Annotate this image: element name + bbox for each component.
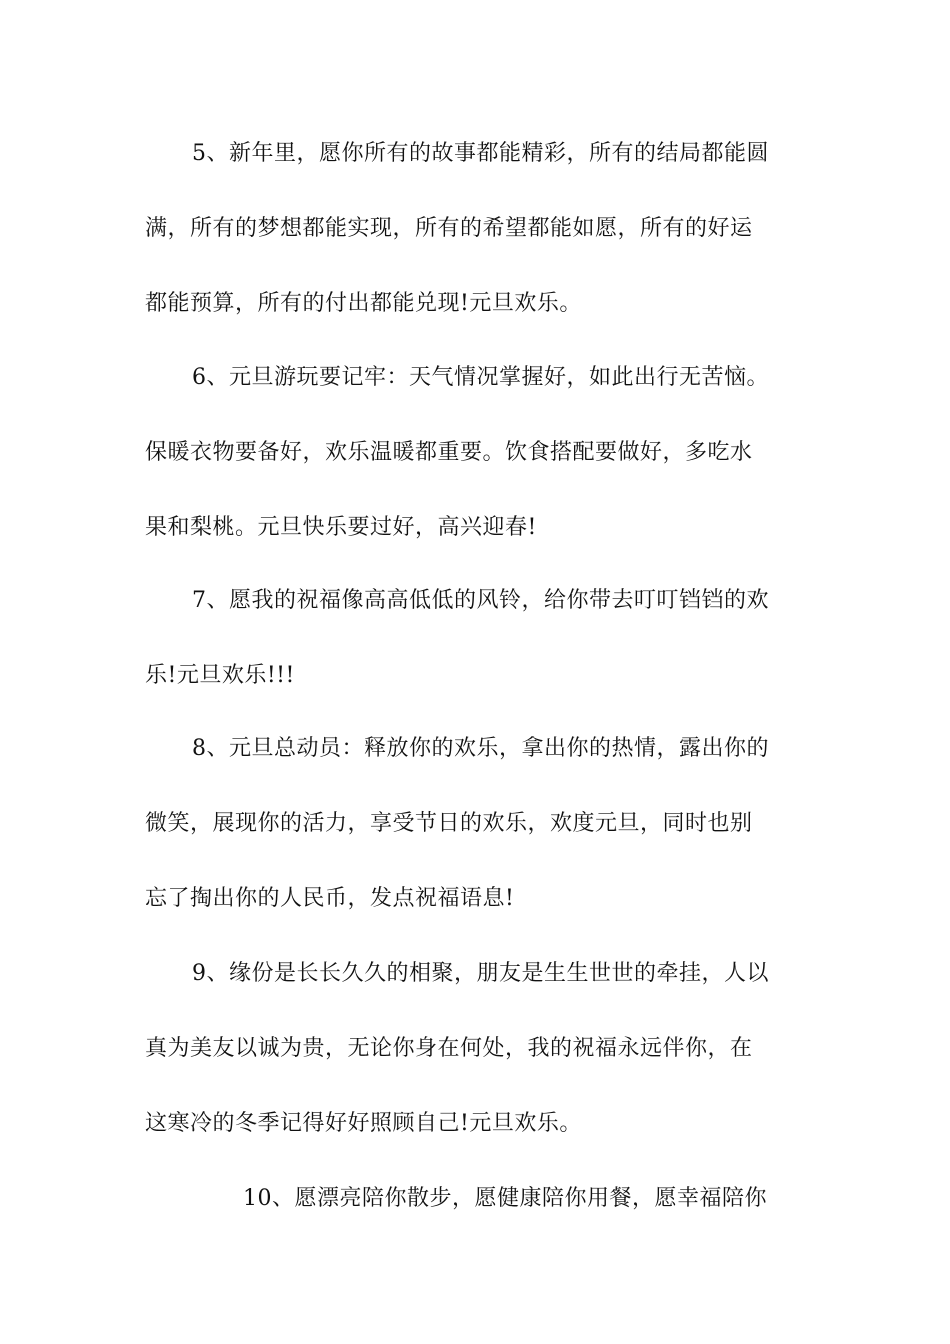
- text-line: 果和梨桃。元旦快乐要过好，高兴迎春!: [145, 515, 537, 540]
- text-line: 微笑，展现你的活力，享受节日的欢乐，欢度元旦，同时也别: [145, 811, 753, 836]
- text-line: 忘了掏出你的人民币，发点祝福语息!: [145, 886, 515, 911]
- text-line: 7、愿我的祝福像高高低低的风铃，给你带去叮叮铛铛的欢: [192, 588, 769, 613]
- text-line: 乐!元旦欢乐!!!: [145, 663, 295, 688]
- paragraph-6: [145, 340, 825, 565]
- paragraph-9: [145, 936, 825, 1161]
- paragraph-5: [145, 116, 825, 341]
- text-line: 9、缘份是长长久久的相聚，朋友是生生世世的牵挂，人以: [192, 961, 769, 986]
- paragraph-10: [145, 1161, 825, 1236]
- text-line: 10、愿漂亮陪你散步，愿健康陪你用餐，愿幸福陪你: [243, 1186, 767, 1211]
- text-line: 8、元旦总动员：释放你的欢乐，拿出你的热情，露出你的: [192, 736, 769, 761]
- text-line: 5、新年里，愿你所有的故事都能精彩，所有的结局都能圆: [192, 141, 769, 166]
- text-line: 这寒冷的冬季记得好好照顾自己!元旦欢乐。: [145, 1111, 582, 1136]
- paragraph-7: [145, 563, 825, 713]
- text-line: 6、元旦游玩要记牢：天气情况掌握好，如此出行无苦恼。: [192, 365, 769, 390]
- text-line: 真为美友以诚为贵，无论你身在何处，我的祝福永远伴你，在: [145, 1036, 753, 1061]
- text-line: 满，所有的梦想都能实现，所有的希望都能如愿，所有的好运: [145, 216, 753, 241]
- text-line: 保暖衣物要备好，欢乐温暖都重要。饮食搭配要做好，多吃水: [145, 440, 753, 465]
- text-line: 都能预算，所有的付出都能兑现!元旦欢乐。: [145, 291, 582, 316]
- paragraph-8: [145, 711, 825, 936]
